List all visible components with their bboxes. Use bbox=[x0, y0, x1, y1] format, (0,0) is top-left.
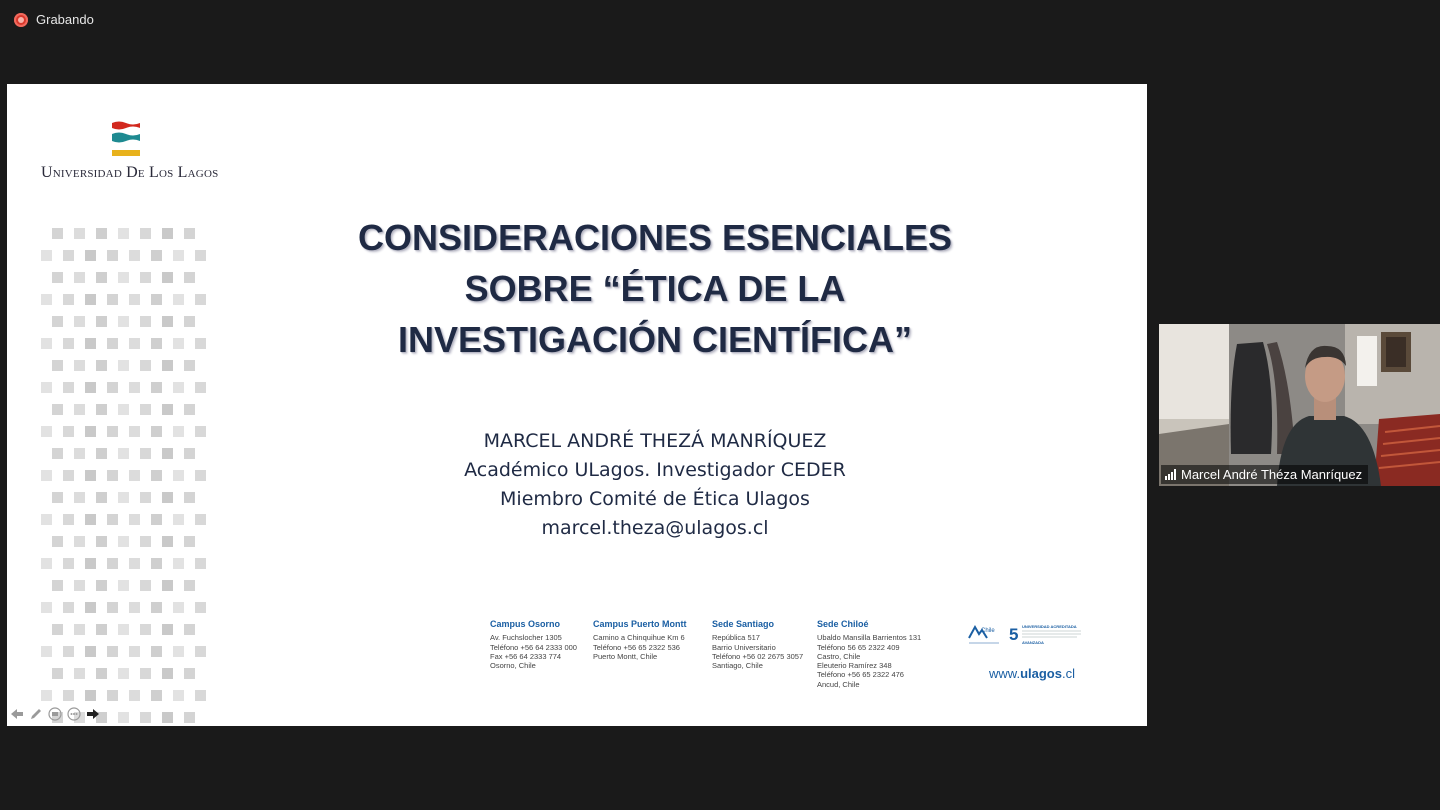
author-committee: Miembro Comité de Ética Ulagos bbox=[500, 488, 810, 510]
title-line: CONSIDERACIONES ESENCIALES bbox=[357, 217, 953, 258]
shared-slide bbox=[7, 84, 1147, 726]
slides-icon[interactable] bbox=[47, 706, 63, 722]
website-prefix: www. bbox=[989, 666, 1021, 681]
author-email: marcel.theza@ulagos.cl bbox=[541, 517, 769, 539]
participant-video-tile[interactable] bbox=[1159, 324, 1440, 486]
title-line: SOBRE “ÉTICA DE LA bbox=[464, 268, 846, 309]
campus-line: Teléfono +56 65 2322 536 bbox=[593, 642, 680, 652]
participant-video-frame bbox=[1159, 324, 1440, 486]
campus-santiago bbox=[712, 620, 817, 689]
recording-indicator[interactable] bbox=[14, 12, 94, 27]
more-icon[interactable] bbox=[66, 706, 82, 722]
accreditation-line: UNIVERSIDAD ACREDITADA bbox=[1022, 624, 1077, 629]
participant-name-tag bbox=[1161, 465, 1368, 484]
pen-icon[interactable] bbox=[28, 706, 44, 722]
campus-name: Sede Chiloé bbox=[817, 619, 869, 629]
campus-line: Teléfono +56 65 2322 476 bbox=[817, 670, 904, 680]
campus-line: Eleuterio Ramírez 348 bbox=[817, 661, 892, 671]
author-name: MARCEL ANDRÉ THEZÁ MANRÍQUEZ bbox=[483, 430, 827, 452]
author-role: Académico ULagos. Investigador CEDER bbox=[464, 459, 846, 481]
title-line: INVESTIGACIÓN CIENTÍFICA” bbox=[397, 319, 913, 360]
university-emblem-icon bbox=[110, 120, 142, 158]
campus-name: Sede Santiago bbox=[712, 619, 775, 629]
campus-line: Teléfono +56 02 2675 3057 bbox=[712, 651, 804, 661]
recording-label: Grabando bbox=[36, 12, 94, 27]
campus-name: Campus Puerto Montt bbox=[593, 619, 687, 629]
arrow-right-icon[interactable] bbox=[85, 706, 101, 722]
campus-line: Castro, Chile bbox=[817, 651, 861, 661]
logo-text: Universidad De Los Lagos bbox=[41, 164, 219, 181]
decorative-square-pattern bbox=[41, 226, 211, 726]
slide-toolbar bbox=[9, 706, 101, 722]
campus-line: República 517 bbox=[712, 633, 760, 643]
website-suffix: .cl bbox=[1061, 666, 1075, 681]
campus-line: Ancud, Chile bbox=[817, 679, 860, 689]
campus-line: Camino a Chinquihue Km 6 bbox=[593, 633, 685, 643]
campus-line: Ubaldo Mansilla Barrientos 131 bbox=[817, 633, 922, 643]
campus-line: Teléfono +56 64 2333 000 bbox=[490, 642, 577, 652]
arrow-left-icon[interactable] bbox=[9, 706, 25, 722]
campus-line: Fax +56 64 2333 774 bbox=[490, 651, 562, 661]
campus-name: Campus Osorno bbox=[490, 619, 561, 629]
campus-chiloe bbox=[817, 620, 937, 689]
campus-line: Osorno, Chile bbox=[490, 661, 536, 671]
campus-puerto-montt bbox=[593, 620, 712, 689]
campus-footer bbox=[490, 620, 937, 689]
website-domain: ulagos bbox=[1020, 666, 1062, 681]
university-logo bbox=[41, 120, 219, 182]
campus-line: Teléfono 56 65 2322 409 bbox=[817, 642, 900, 652]
accreditation-years: 5 bbox=[1009, 625, 1019, 644]
campus-osorno bbox=[490, 620, 593, 689]
campus-line: Puerto Montt, Chile bbox=[593, 651, 658, 661]
author-block bbox=[367, 427, 943, 543]
record-icon bbox=[14, 13, 28, 27]
slide-title bbox=[307, 212, 1003, 365]
campus-line: Barrio Universitario bbox=[712, 642, 776, 652]
participant-name: Marcel André Théza Manríquez bbox=[1181, 467, 1363, 482]
website-link[interactable] bbox=[989, 666, 1075, 681]
accreditation-level: AVANZADA bbox=[1022, 640, 1044, 645]
campus-line: Av. Fuchslocher 1305 bbox=[490, 633, 562, 643]
svg-text:Chile: Chile bbox=[981, 628, 995, 634]
campus-line: Santiago, Chile bbox=[712, 661, 763, 671]
signal-strength-icon bbox=[1165, 469, 1176, 480]
accreditation-logo bbox=[967, 622, 1085, 650]
